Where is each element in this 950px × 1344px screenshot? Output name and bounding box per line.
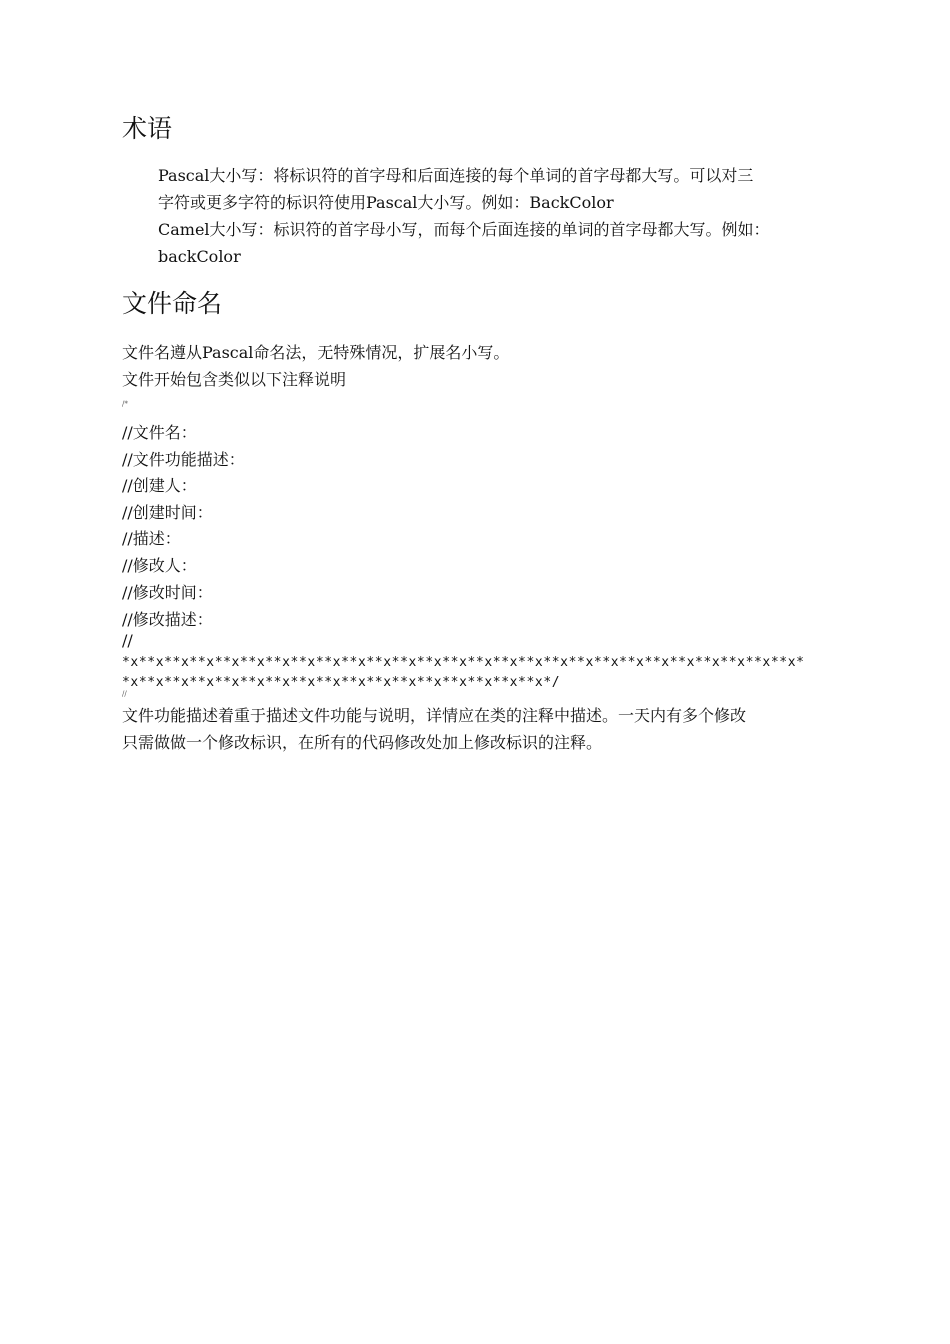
comment-open-mark: /* [122, 400, 128, 408]
comment-star-line-1: *x**x**x**x**x**x**x**x**x**x**x**x**x**x**x**x**x**x**x**x**x**x**x**x**x**x**x* [122, 655, 805, 670]
comment-line-creator: //创建人： [122, 476, 197, 495]
pascal-case-line-1: Pascal大小写：将标识符的首字母和后面连接的每个单词的首字母都大写。可以对三 [158, 166, 754, 185]
closing-paragraph-line-1: 文件功能描述着重于描述文件功能与说明，详情应在类的注释中描述。一天内有多个修改 [122, 706, 747, 725]
comment-line-modify-description: //修改描述： [122, 610, 213, 629]
section-heading-terminology: 术语 [122, 114, 173, 143]
comment-line-slashes: // [122, 631, 133, 650]
section-heading-file-naming: 文件命名 [122, 289, 223, 318]
comment-line-file-function: //文件功能描述： [122, 450, 245, 469]
comment-line-filename: //文件名： [122, 423, 197, 442]
closing-paragraph-line-2: 只需做做一个修改标识，在所有的代码修改处加上修改标识的注释。 [122, 733, 603, 752]
comment-line-created-time: //创建时间： [122, 503, 213, 522]
comment-line-modified-time: //修改时间： [122, 583, 213, 602]
comment-star-line-2: *x**x**x**x**x**x**x**x**x**x**x**x**x**x**x**x**x*/ [122, 675, 561, 690]
file-naming-rule: 文件名遵从Pascal命名法，无特殊情况，扩展名小写。 [122, 343, 510, 362]
camel-case-line-2: backColor [158, 247, 241, 266]
camel-case-line-1: Camel大小写：标识符的首字母小写，而每个后面连接的单词的首字母都大写。例如： [158, 220, 770, 239]
pascal-case-line-2: 字符或更多字符的标识符使用Pascal大小写。例如：BackColor [158, 193, 614, 212]
comment-line-description: //描述： [122, 529, 181, 548]
file-header-intro: 文件开始包含类似以下注释说明 [122, 370, 347, 389]
comment-line-modifier: //修改人： [122, 556, 197, 575]
comment-close-mark: // [122, 690, 127, 698]
